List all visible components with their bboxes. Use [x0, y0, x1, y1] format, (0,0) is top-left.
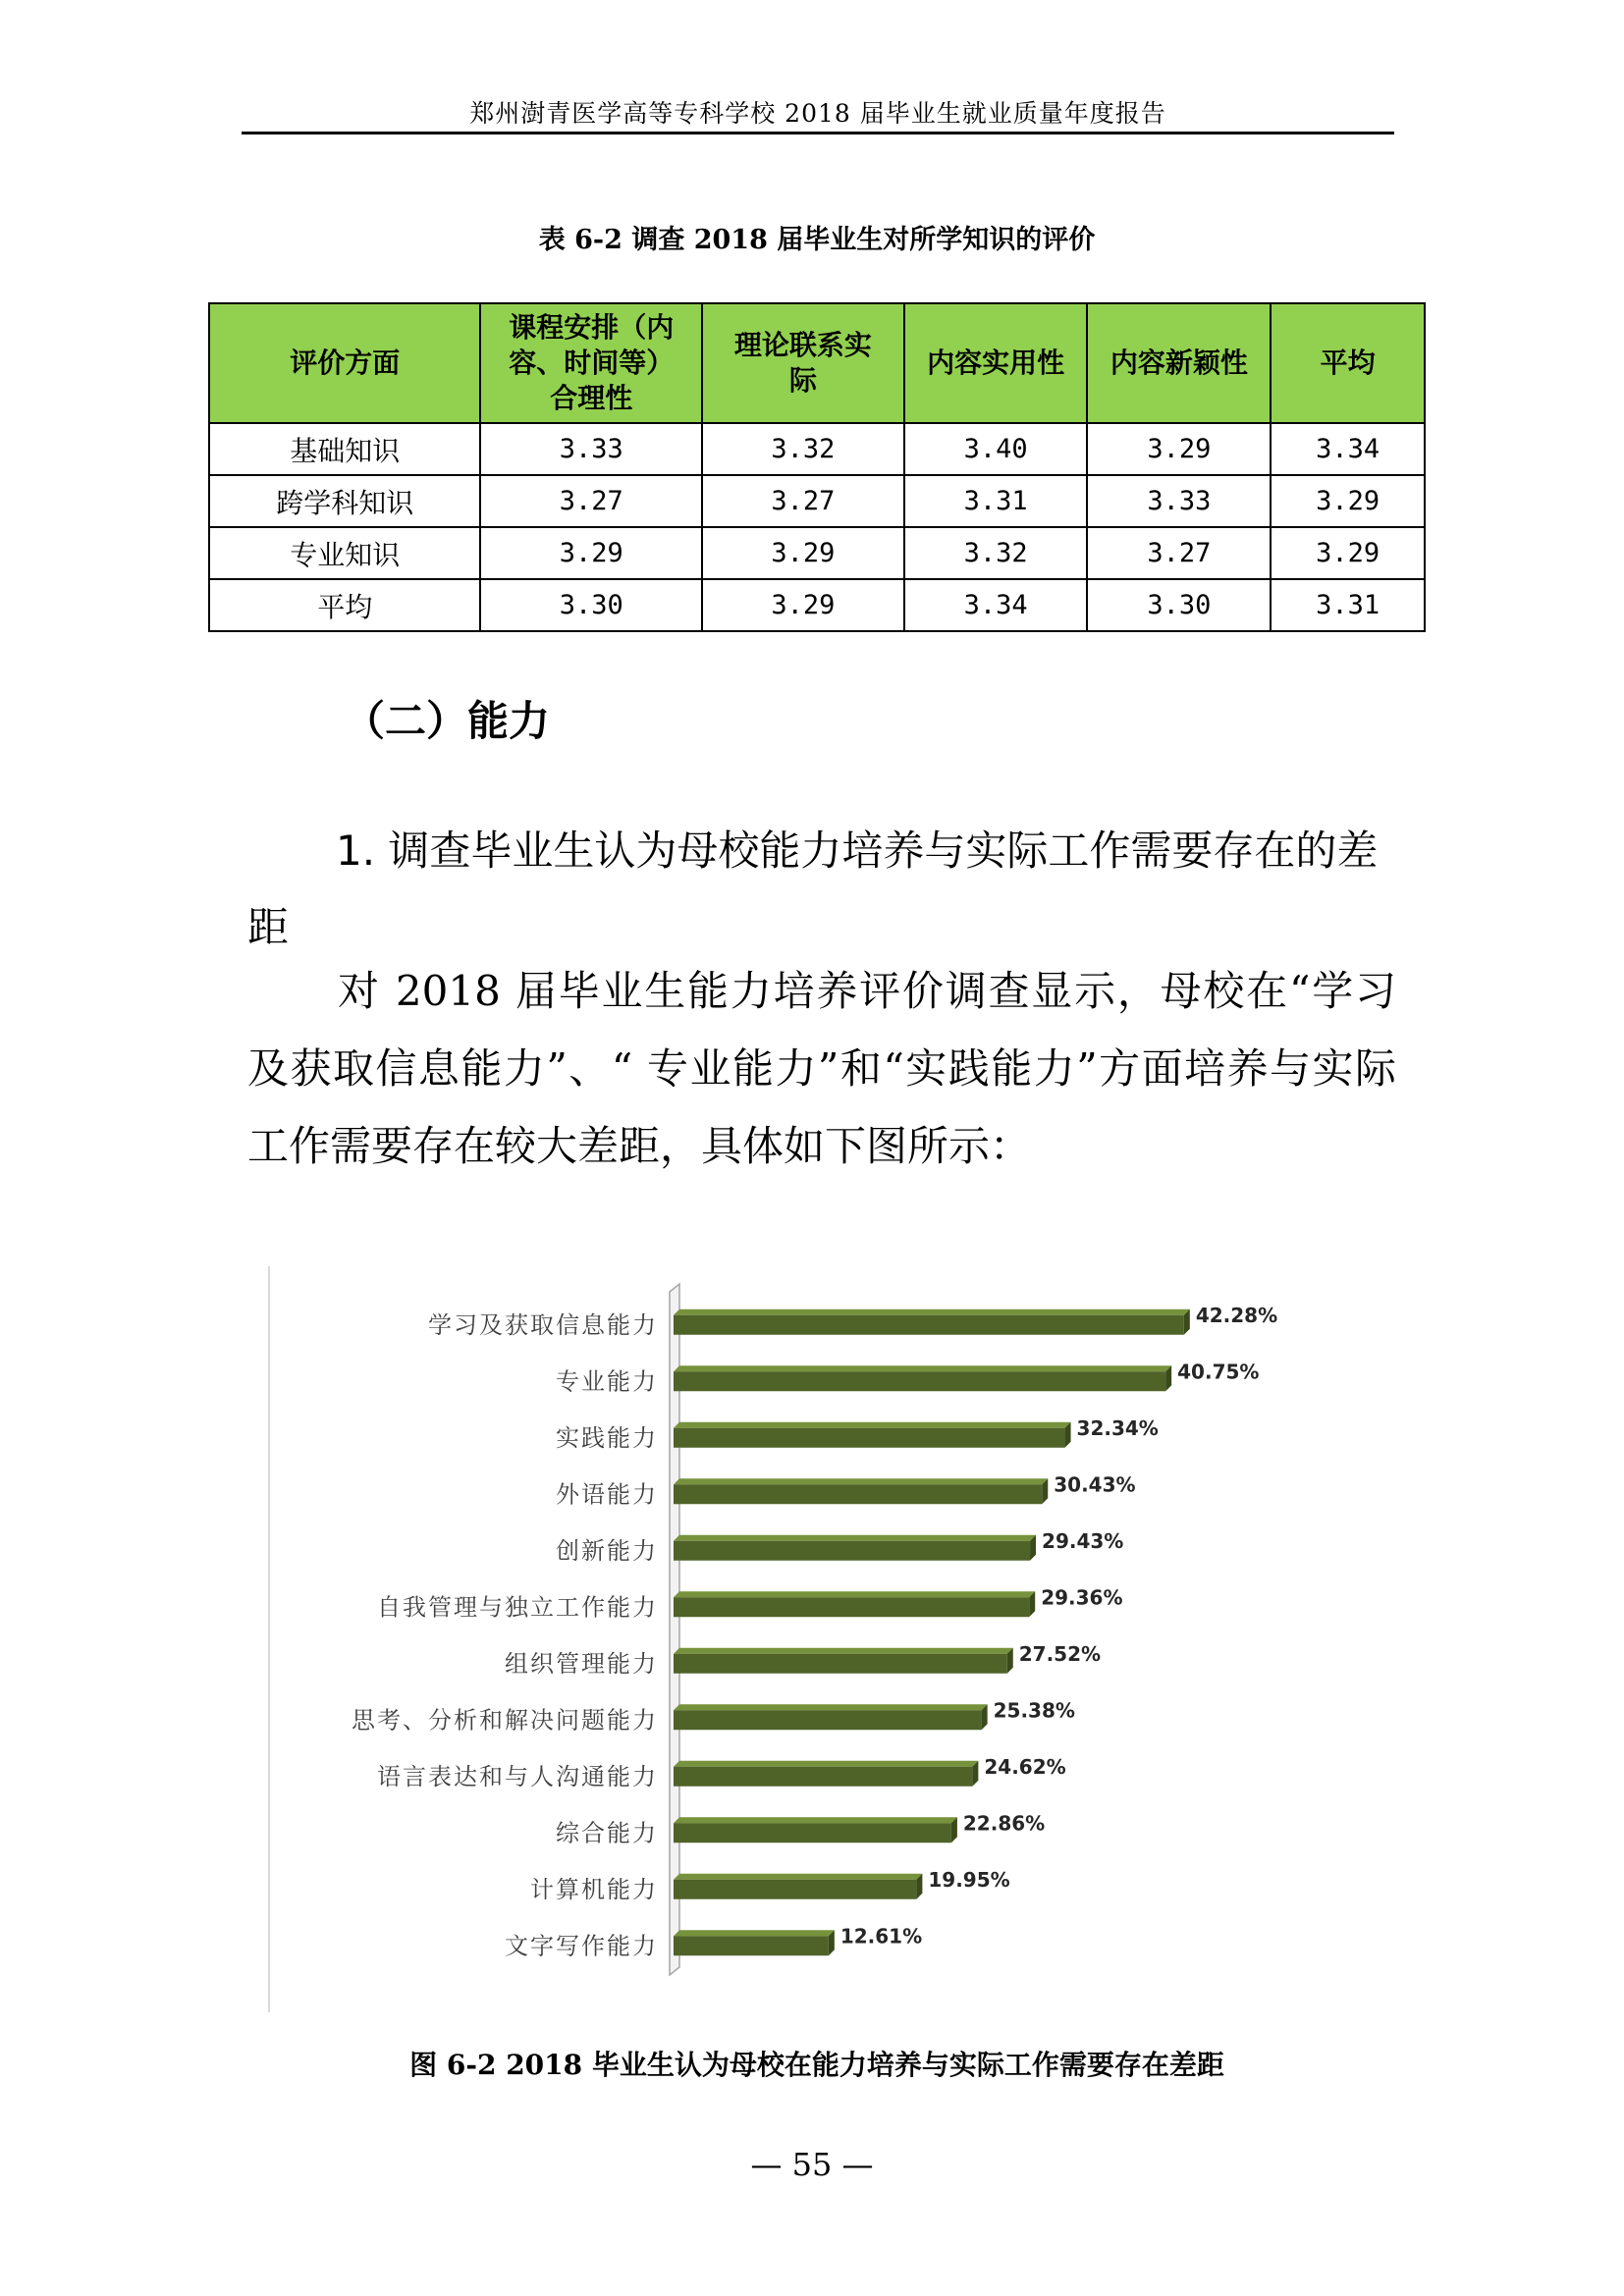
table-cell: 3.29 [702, 527, 904, 579]
table-cell: 基础知识 [209, 423, 480, 475]
category-label: 实践能力 [556, 1423, 658, 1452]
table-cell: 3.31 [904, 475, 1088, 527]
table-cell: 跨学科知识 [209, 475, 480, 527]
table-cell: 3.30 [1087, 579, 1271, 631]
bar-top-face [674, 1874, 922, 1880]
table-cell: 3.31 [1271, 579, 1425, 631]
data-label: 32.34% [1076, 1415, 1159, 1440]
table-cell: 3.34 [904, 579, 1088, 631]
bar [674, 1767, 972, 1787]
bar-top-face [674, 1817, 957, 1823]
table-cell: 3.27 [1087, 527, 1271, 579]
category-label: 文字写作能力 [505, 1932, 658, 1960]
data-label: 29.43% [1042, 1528, 1124, 1553]
category-label: 组织管理能力 [505, 1649, 658, 1678]
bar [674, 1428, 1065, 1448]
bar [674, 1371, 1165, 1391]
page-number: — 55 — [750, 2146, 874, 2183]
table-cell: 3.27 [480, 475, 702, 527]
category-label: 计算机能力 [530, 1875, 658, 1903]
category-label: 专业能力 [556, 1367, 658, 1396]
category-label: 自我管理与独立工作能力 [377, 1593, 658, 1622]
table-cell: 3.29 [702, 579, 904, 631]
table-cell: 3.29 [1271, 475, 1425, 527]
category-label: 语言表达和与人沟通能力 [377, 1762, 658, 1790]
column-header: 平均 [1271, 303, 1425, 423]
category-label: 思考、分析和解决问题能力 [352, 1706, 658, 1735]
bar-top-face [674, 1930, 835, 1936]
category-label: 创新能力 [556, 1536, 658, 1565]
data-label: 24.62% [984, 1754, 1066, 1779]
data-label: 29.36% [1041, 1585, 1123, 1610]
column-header: 课程安排（内容、时间等）合理性 [480, 303, 702, 423]
ability-gap-chart [257, 1256, 1337, 2032]
category-label: 综合能力 [556, 1819, 658, 1847]
table-cell: 3.29 [1087, 423, 1271, 475]
bar [674, 1710, 982, 1730]
table-cell: 3.33 [480, 423, 702, 475]
table-row [209, 579, 1425, 631]
bar-chart-svg [257, 1256, 1337, 2032]
column-header: 内容实用性 [904, 303, 1088, 423]
subsection-heading: 1. 调查毕业生认为母校能力培养与实际工作需要存在的差距 [247, 827, 1379, 951]
table-cell: 3.32 [702, 423, 904, 475]
bar [674, 1484, 1042, 1504]
body-paragraph: 对 2018 届毕业生能力培养评价调查显示，母校在“学习及获取信息能力”、“ 专业能力”和“实践能力”方面培养与实际工作需要存在较大差距，具体如下图所示： [247, 967, 1396, 1170]
bar [674, 1880, 916, 1899]
table-cell: 3.29 [1271, 527, 1425, 579]
bar-top-face [674, 1761, 978, 1767]
data-label: 12.61% [839, 1924, 923, 1949]
table-cell: 3.29 [480, 527, 702, 579]
bar-top-face [674, 1422, 1071, 1428]
table-cell: 平均 [209, 579, 480, 631]
bar-top-face [674, 1365, 1171, 1371]
table-cell: 3.40 [904, 423, 1088, 475]
data-label: 42.28% [1195, 1303, 1278, 1327]
column-header: 内容新颖性 [1087, 303, 1271, 423]
data-label: 27.52% [1018, 1641, 1102, 1666]
bar-top-face [674, 1478, 1048, 1484]
column-header: 理论联系实际 [702, 303, 904, 423]
table-cell: 3.30 [480, 579, 702, 631]
bar [674, 1936, 829, 1955]
table-row [209, 475, 1425, 527]
table-cell: 3.27 [702, 475, 904, 527]
section-heading: （二）能力 [344, 697, 551, 745]
data-label: 30.43% [1054, 1472, 1136, 1497]
bar [674, 1654, 1007, 1674]
table-cell: 专业知识 [209, 527, 480, 579]
data-label: 25.38% [993, 1698, 1075, 1723]
bar [674, 1541, 1030, 1561]
data-label: 19.95% [928, 1867, 1010, 1892]
data-label: 40.75% [1177, 1360, 1260, 1384]
bar [674, 1597, 1029, 1617]
bar-top-face [674, 1591, 1035, 1597]
bar-top-face [674, 1535, 1036, 1541]
bar-top-face [674, 1704, 988, 1710]
table-caption: 表 6-2 调查 2018 届毕业生对所学知识的评价 [538, 225, 1096, 255]
table-header-row [209, 303, 1425, 423]
table-cell: 3.34 [1271, 423, 1425, 475]
header-rule [242, 132, 1394, 134]
bar-top-face [674, 1648, 1013, 1654]
bar [674, 1315, 1184, 1335]
data-label: 22.86% [962, 1811, 1046, 1836]
bar [674, 1823, 951, 1842]
column-header: 评价方面 [209, 303, 480, 423]
table-cell: 3.32 [904, 527, 1088, 579]
table-row [209, 527, 1425, 579]
bar-top-face [674, 1309, 1190, 1315]
evaluation-table [208, 302, 1426, 632]
page-header: 郑州澍青医学高等专科学校 2018 届毕业生就业质量年度报告 [469, 99, 1166, 128]
table-row [209, 423, 1425, 475]
figure-caption: 图 6-2 2018 毕业生认为母校在能力培养与实际工作需要存在差距 [409, 2049, 1224, 2081]
category-label: 学习及获取信息能力 [428, 1310, 658, 1339]
category-label: 外语能力 [556, 1480, 658, 1509]
table-cell: 3.33 [1087, 475, 1271, 527]
